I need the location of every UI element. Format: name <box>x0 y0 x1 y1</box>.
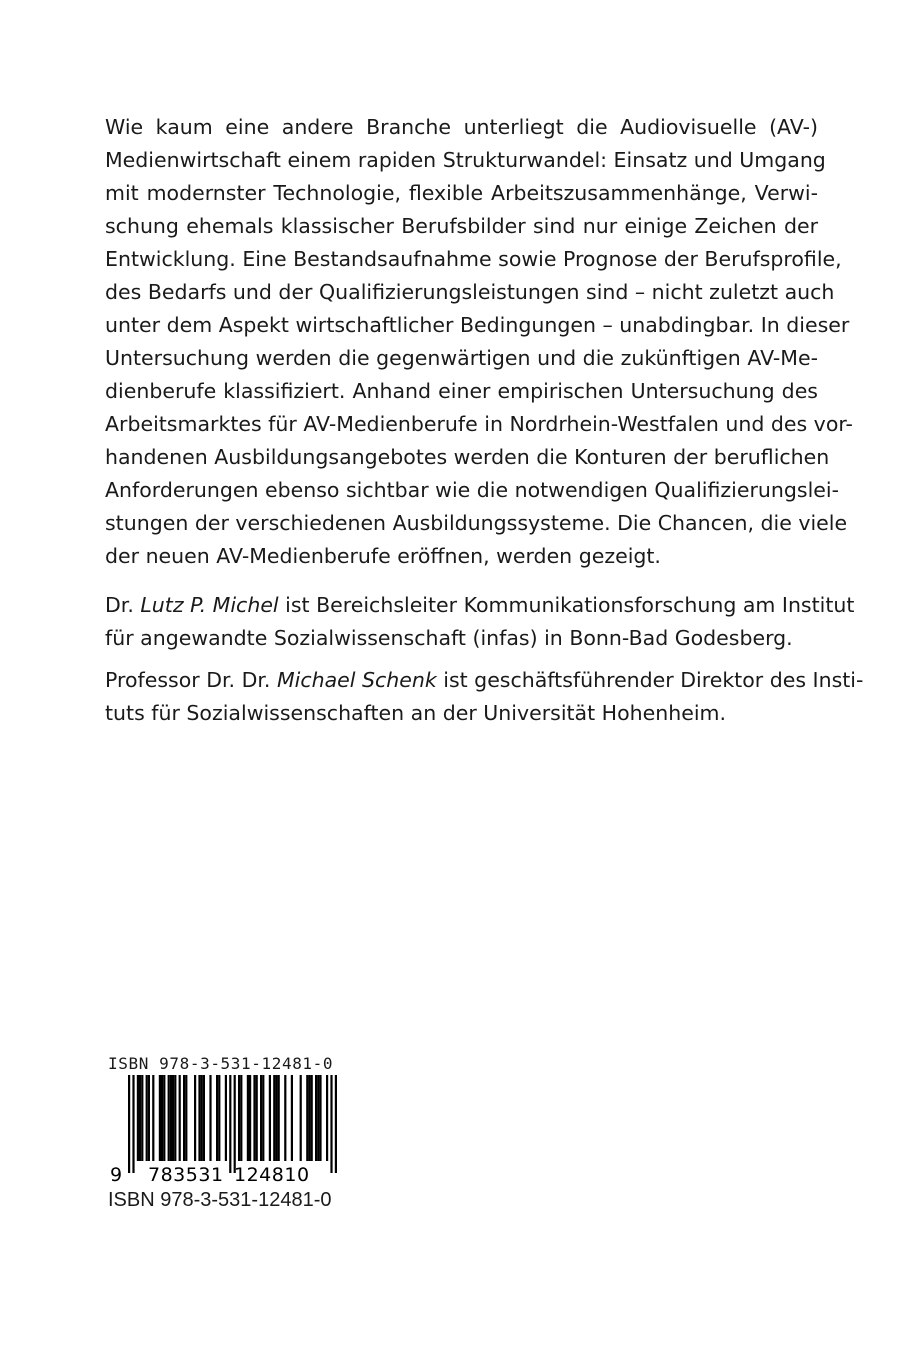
barcode-bar <box>335 1075 337 1173</box>
barcode-bar <box>146 1075 148 1161</box>
isbn-barcode-block <box>108 1055 348 1185</box>
barcode-bar <box>170 1075 172 1161</box>
barcode-bar <box>249 1075 251 1161</box>
author-bio-line: für angewandte Sozialwissenschaft (infas) in Bonn-Bad Godesberg. <box>105 626 793 650</box>
barcode-bar <box>330 1075 332 1173</box>
blurb-line: unter dem Aspekt wirtschaftlicher Bedingungen – unabdingbar. In dieser <box>105 313 850 337</box>
barcode-bar <box>163 1075 165 1161</box>
barcode-bar <box>247 1075 249 1161</box>
barcode-bar <box>139 1075 141 1161</box>
barcode-bar <box>185 1075 187 1161</box>
blurb-line: stungen der verschiedenen Ausbildungssysteme. Die Chancen, die viele <box>105 511 848 535</box>
barcode-bar <box>132 1075 134 1173</box>
barcode-bar <box>225 1075 227 1161</box>
barcode-bar <box>203 1075 205 1161</box>
barcode-bar <box>253 1075 255 1161</box>
ean-lead-digit: 9 <box>110 1164 123 1185</box>
barcode-bar <box>234 1075 236 1173</box>
barcode-bar <box>326 1075 328 1161</box>
blurb-line: handenen Ausbildungsangebotes werden die Konturen der beruflichen <box>105 445 830 469</box>
barcode-bar <box>308 1075 310 1161</box>
barcode-bar <box>174 1075 176 1161</box>
blurb-line: schung ehemals klassischer Berufsbilder sind nur einige Zeichen der <box>105 214 818 238</box>
barcode-bar <box>183 1075 185 1161</box>
isbn-label-bottom: ISBN 978-3-531-12481-0 <box>108 1189 332 1211</box>
barcode-bar <box>161 1075 163 1161</box>
barcode-bar <box>172 1075 174 1161</box>
barcode-bar <box>262 1075 264 1161</box>
barcode-bar <box>179 1075 181 1161</box>
barcode-bar <box>306 1075 308 1161</box>
barcode-bar <box>317 1075 319 1161</box>
barcode-bar <box>291 1075 293 1161</box>
barcode-bar <box>216 1075 218 1161</box>
barcode-bar <box>209 1075 211 1161</box>
barcode-bar <box>141 1075 143 1161</box>
blurb-line: Arbeitsmarktes für AV-Medienberufe in Nordrhein-Westfalen und des vor- <box>105 412 853 436</box>
barcode-bar <box>275 1075 277 1161</box>
barcode <box>108 1075 338 1185</box>
barcode-bar <box>148 1075 150 1161</box>
blurb-line: der neuen AV-Medienberufe eröffnen, werden gezeigt. <box>105 544 661 568</box>
blurb-line: des Bedarfs und der Qualifizierungsleistungen sind – nicht zuletzt auch <box>105 280 835 304</box>
ean-digits-right: 124810 <box>234 1164 310 1185</box>
barcode-bar <box>319 1075 321 1161</box>
barcode-bar <box>194 1075 196 1161</box>
author-title: Professor Dr. Dr. <box>105 668 277 692</box>
barcode-bar <box>201 1075 203 1161</box>
barcode-bar <box>284 1075 286 1161</box>
blurb-line: Wie kaum eine andere Branche unterliegt die Audiovisuelle (AV-) <box>105 115 818 139</box>
author-bio-line: tuts für Sozialwissenschaften an der Universität Hohenheim. <box>105 701 727 725</box>
barcode-bar <box>168 1075 170 1161</box>
author-name: Lutz P. Michel <box>140 593 279 617</box>
author-role: ist geschäftsführender Direktor des Insti- <box>436 668 864 692</box>
barcode-bar <box>260 1075 262 1161</box>
barcode-bar <box>240 1075 242 1161</box>
blurb-line: Untersuchung werden die gegenwärtigen und die zukünftigen AV-Me- <box>105 346 818 370</box>
barcode-bar <box>311 1075 313 1161</box>
barcode-bar <box>300 1075 302 1161</box>
blurb-line: Anforderungen ebenso sichtbar wie die notwendigen Qualifizierungslei- <box>105 478 839 502</box>
barcode-bar <box>128 1075 130 1173</box>
barcode-bar <box>159 1075 161 1161</box>
isbn-label-top: ISBN 978-3-531-12481-0 <box>108 1054 334 1073</box>
author-title: Dr. <box>105 593 141 617</box>
ean-digits-left: 783531 <box>148 1164 224 1185</box>
barcode-bar <box>256 1075 258 1161</box>
barcode-bar <box>238 1075 240 1161</box>
barcode-bar <box>273 1075 275 1161</box>
barcode-bar <box>218 1075 220 1161</box>
author-bio-line <box>105 593 855 617</box>
blurb-line: dienberufe klassifiziert. Anhand einer empirischen Untersuchung des <box>105 379 818 403</box>
author-bio-line <box>105 668 864 692</box>
author-role: ist Bereichsleiter Kommunikationsforschung am Institut <box>278 593 855 617</box>
barcode-bar <box>278 1075 280 1161</box>
barcode-bar <box>137 1075 139 1161</box>
blurb-line: Entwicklung. Eine Bestandsaufnahme sowie Prognose der Berufsprofile, <box>105 247 842 271</box>
barcode-bar <box>315 1075 317 1161</box>
barcode-bar <box>269 1075 271 1161</box>
barcode-bar <box>152 1075 154 1161</box>
barcode-bar <box>198 1075 200 1161</box>
barcode-bar <box>229 1075 231 1173</box>
blurb-line: Medienwirtschaft einem rapiden Strukturwandel: Einsatz und Umgang <box>105 148 826 172</box>
blurb-line: mit modernster Technologie, flexible Arbeitszusammenhänge, Verwi- <box>105 181 818 205</box>
author-name: Michael Schenk <box>276 668 437 692</box>
